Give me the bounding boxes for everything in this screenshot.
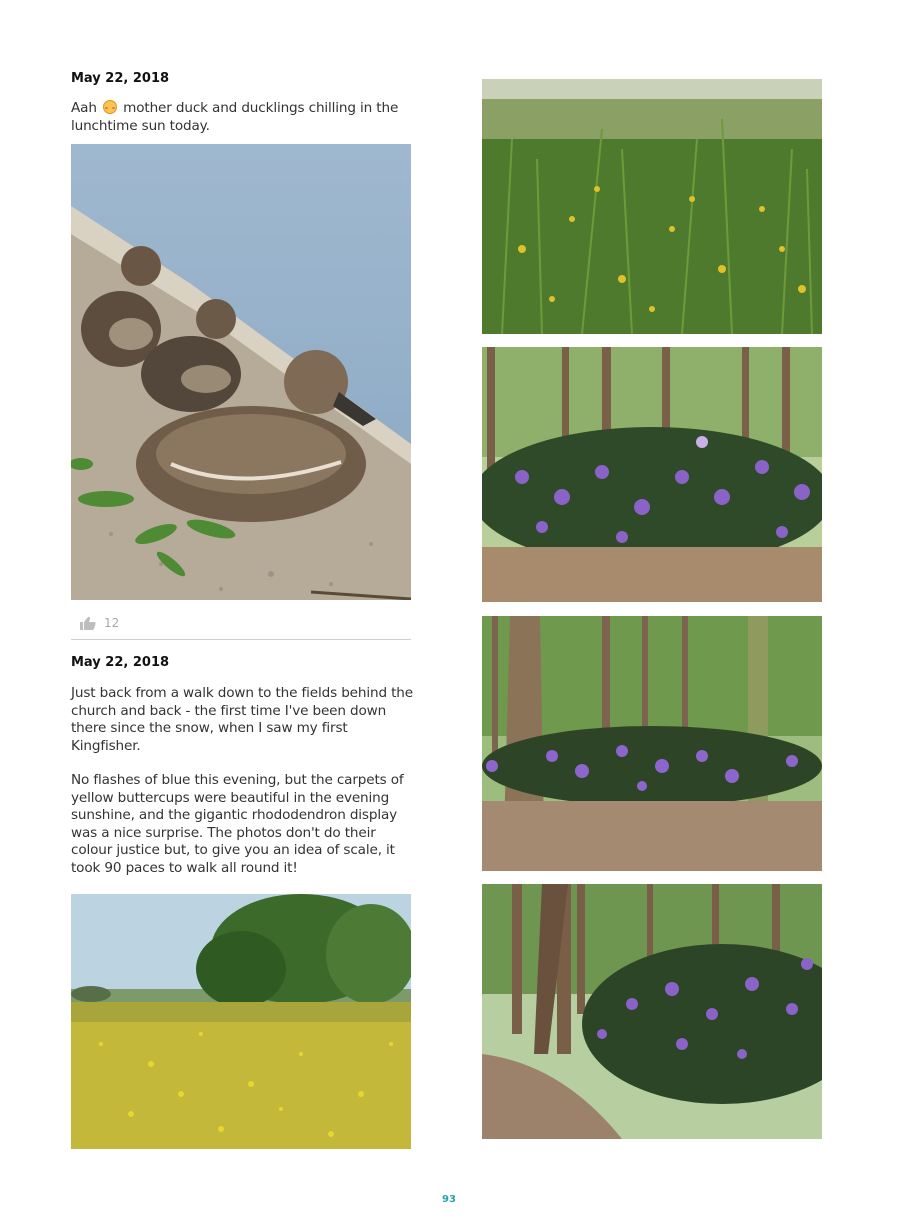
page-number: 93 (442, 1194, 456, 1205)
rhododendron-photo-1[interactable] (482, 347, 822, 602)
rhododendron-photo-3[interactable] (482, 884, 822, 1139)
post-date: May 22, 2018 (71, 655, 170, 670)
post-text-part: Aah (71, 100, 97, 116)
duck-photo[interactable] (71, 144, 411, 600)
smiling-face-icon (103, 100, 117, 114)
post-paragraph: No flashes of blue this evening, but the carpets of yellow buttercups were beautiful in the evening sunshine, and the gigantic rhododendron display was a nice surprise. The photos don't do their colour justice but, to give you an idea of scale, it took 90 paces to walk all round it! (71, 772, 404, 876)
post-text (71, 100, 416, 135)
post-text-part: mother duck and ducklings chilling in the lunchtime sun today. (71, 100, 399, 134)
post-divider (71, 639, 411, 640)
like-count: 12 (104, 616, 120, 630)
post-date: May 22, 2018 (71, 71, 170, 86)
meadow-closeup-photo[interactable] (482, 79, 822, 334)
buttercup-field-photo[interactable] (71, 894, 411, 1149)
like-bar (80, 614, 119, 632)
rhododendron-photo-2[interactable] (482, 616, 822, 871)
post-paragraph: Just back from a walk down to the fields behind the church and back - the first time I've been down there since the snow, when I saw my first Kingfisher. (71, 685, 413, 754)
thumbs-up-icon[interactable] (80, 616, 96, 630)
